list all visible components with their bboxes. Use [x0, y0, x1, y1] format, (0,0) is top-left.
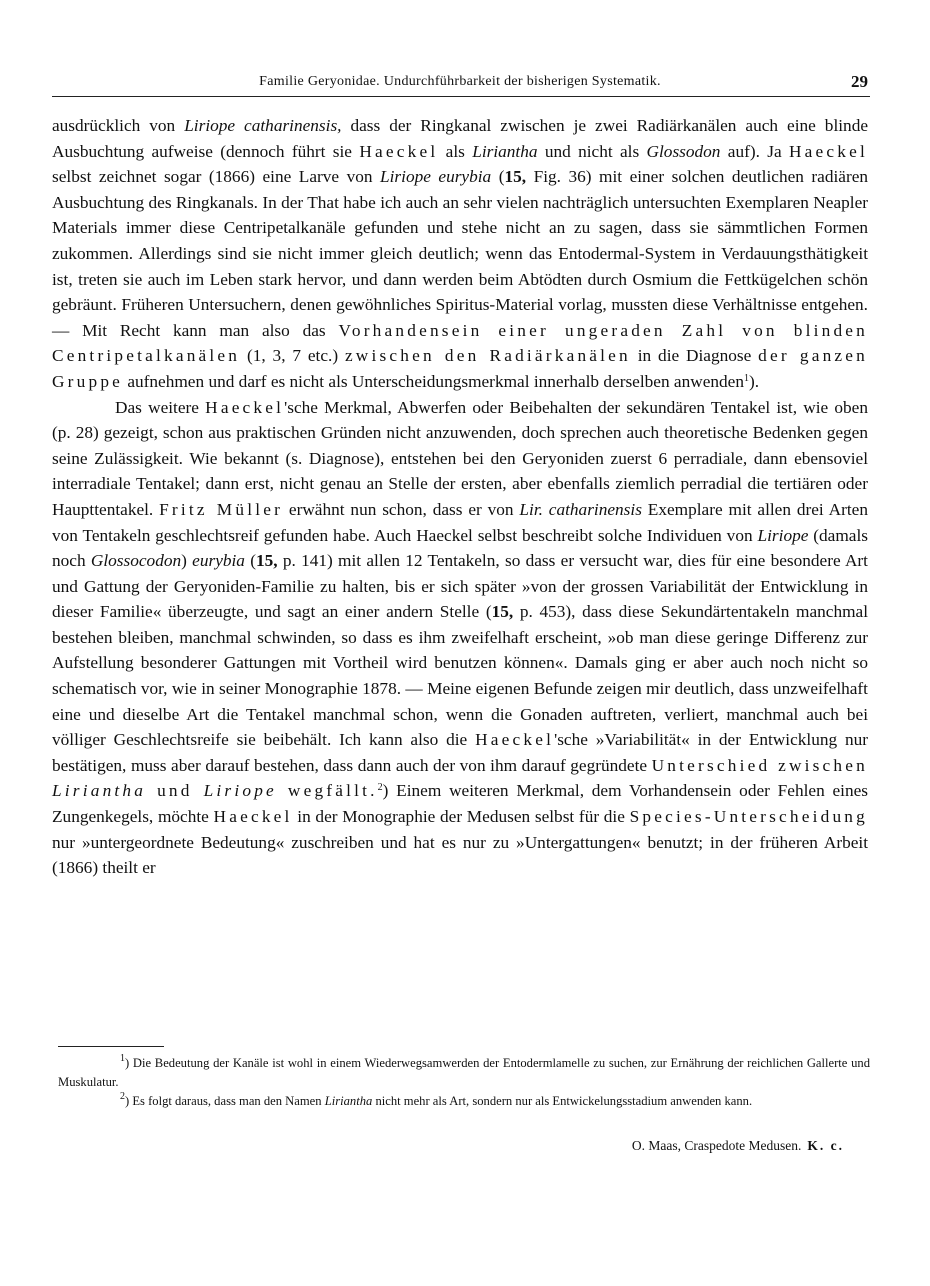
text-run: 'sche Merkmal, Abwerfen oder Beibehalten der sekundären Tentakel ist, wie oben (p. 28) gezeigt, schon aus praktischen Gründen nicht anzuwenden, doch sprechen auch theoretische Bedenken gegen seine Zulässigkeit. Wie bekannt (s. Diagnose), entstehen bei den Geryoniden zuerst 6 perradiale, dann ebensoviel interradiale Tentakel; dann erst, nicht genau an Stelle der ersten, aber ebenfalls ziemlich perradial die tertiären oder Haupttentakel. — [52, 397, 868, 519]
footnote-ref: 2 — [377, 782, 383, 794]
taxon-name: Lir. catharinensis — [519, 499, 642, 519]
footnote-text: nicht mehr als Art, sondern nur als Entwickelungsstadium anwenden kann. — [372, 1094, 753, 1108]
text-run: 'sche »Variabilität« in der Entwicklung nur bestätigen, muss aber darauf bestehen, dass dann auch der von ihm darauf gegründete — [52, 730, 868, 775]
reference-number: 15, — [504, 167, 527, 187]
page-number: 29 — [851, 72, 868, 91]
taxon-name: Liriantha — [472, 141, 538, 161]
paragraph-2 — [52, 395, 868, 881]
reference-number: 15, — [491, 602, 514, 622]
body-text — [52, 113, 868, 881]
text-run: ausdrücklich von — [52, 116, 185, 135]
emphasis-spaced: Unterschied zwischen — [651, 755, 868, 775]
taxon-name: Liriantha — [324, 1094, 373, 1108]
signature-line — [632, 1138, 844, 1154]
taxon-name: eurybia — [192, 551, 245, 571]
text-run: Exemplare mit allen drei Arten von Tentakeln geschlechtsreif gefunden habe. Auch — [52, 499, 868, 545]
emphasis-spaced: zwischen den Radiärkanälen — [344, 346, 631, 366]
text-run: Das weitere — [115, 397, 206, 417]
text-run: aufnehmen und darf es nicht als Unterscheidungsmerkmal innerhalb derselben anwenden — [123, 371, 744, 391]
emphasis-spaced: Vorhandensein einer ungeraden Zahl von blinden Centripetalkanälen — [52, 320, 868, 366]
taxon-name: Glossocodon — [90, 551, 182, 571]
reference-number: 15, — [255, 551, 278, 571]
taxon-name: Glossodon — [646, 141, 721, 161]
text-run: selbst beschreibt solche Individuen von — [472, 525, 758, 545]
text-run: erwähnt nun schon, dass er von — [283, 499, 520, 519]
paragraph-1 — [52, 113, 868, 395]
text-run: Fig. 36) mit einer solchen deutlichen radiären Ausbuchtung des Ringkanals. In der That habe ich auch an sehr vielen nachträglich untersuchten Exemplaren Neapler Materials immer diese Centripetalkanäle gefunden und stehe nicht an zu sagen, dass sie sämmtlichen Formen zukommen. Allerdings sind sie nicht immer gleich deutlich; wenn das Entodermal-System in Verdauungsthätigkeit ist, treten sie auch im Leben stark hervor, und dann werden beim Abtödten durch Osmium die Fettkügelchen schön gebräunt. Früheren Untersuchern, denen gewöhnliches Spiritus-Material vorlag, mussten diese Verhältnisse entgehen. — Mit Recht kann man also das — [52, 167, 869, 340]
text-run: p. 453), dass diese Sekundärtentakeln manchmal bestehen bleiben, manchmal schwinden, so dass es ihm zweifelhaft erscheint, »ob man diese geringe Differenz zur Aufstellung besonderer Gattungen mit Vortheil wird benutzen können«. Damals ging er aber auch noch nicht so schematisch vor, wie in seiner Monographie 1878. — Meine eigenen Befunde zeigen mir deutlich, dass unzweifelhaft eine und dieselbe Art die Tentakel manchmal schon, wenn die Gonaden auftreten, verliert, manchmal auch bei völliger Geschlechtsreife sie beibehält. Ich kann also die — [52, 602, 869, 750]
text-run: (1, 3, 7 etc.) — [240, 346, 345, 366]
footnotes — [58, 1054, 870, 1111]
text-run: ( — [491, 167, 505, 187]
text-run: ) Einem weiteren Merkmal, dem Vorhandensein oder Fehlen eines Zungenkegels, möchte — [52, 781, 869, 827]
text-run: und nicht als — [537, 141, 647, 161]
footnote-rule — [58, 1046, 164, 1047]
text-run: ) — [181, 551, 193, 571]
text-run: in der Monographie der Medusen selbst für die — [292, 807, 630, 827]
text-run: als — [438, 141, 473, 161]
emphasis-spaced: der ganzen Gruppe — [52, 346, 869, 391]
text-run: (damals noch — [52, 525, 868, 571]
text-run: in die Diagnose — [630, 346, 759, 366]
taxon-name: Liriantha — [52, 781, 147, 801]
author-name: Fritz Müller — [159, 499, 284, 519]
running-title: Familie Geryonidae. Undurchführbarkeit der bisherigen Systematik. — [259, 74, 661, 89]
emphasis-spaced: Species-Unterscheidung — [629, 807, 868, 827]
author-name: Haeckel — [788, 141, 868, 161]
emphasis-spaced: wegfällt. — [276, 781, 378, 801]
footnote-mark: 2 — [120, 1091, 125, 1102]
signature-mark: K. c. — [807, 1138, 844, 1153]
running-head — [52, 74, 868, 96]
taxon-name: Liriope — [203, 781, 277, 801]
taxon-name: Liriope — [757, 525, 809, 545]
footnote-text: ) Die Bedeutung der Kanäle ist wohl in einem Wiederwegsamwerden der Entodermlamelle zu suchen, zur Ernährung der reichlichen Gallerte und Muskulatur. — [58, 1056, 870, 1089]
author-name: Haeckel — [416, 525, 473, 545]
text-run: auf). Ja — [720, 141, 789, 161]
text-run: nur »untergeordnete Bedeutung« zuschreiben und hat es nur zu »Untergattungen« benutzt; in der früheren Arbeit (1866) theilt er — [52, 832, 868, 878]
text-run: ). — [748, 371, 760, 391]
footnote-ref: 1 — [743, 372, 749, 384]
signature-text: O. Maas, Craspedote Medusen. — [631, 1138, 802, 1153]
footnote-2 — [58, 1092, 870, 1111]
text-run: dass der Ringkanal zwischen je zwei Radiärkanälen auch eine blinde Ausbuchtung aufweise (dennoch führt sie — [52, 116, 869, 161]
footnote-mark: 1 — [120, 1053, 125, 1064]
header-rule — [52, 96, 870, 97]
emphasis-spaced: und — [146, 781, 204, 801]
footnote-text: ) Es folgt daraus, dass man den Namen — [125, 1094, 325, 1108]
author-name: Haeckel — [213, 807, 293, 827]
text-run: p. 141) mit allen 12 Tentakeln, so dass er versucht war, dies für eine besondere Art und Gattung der Geryoniden-Familie zu halten, bis er sich später »von der grossen Variabilität der Entwicklung in dieser Familie« überzeugte, und sagt an einer andern Stelle ( — [52, 551, 868, 622]
footnote-1 — [58, 1054, 870, 1092]
author-name: Haeckel — [205, 397, 285, 417]
text-run: ( — [244, 551, 256, 571]
text-run: selbst zeichnet sogar (1866) eine Larve von — [52, 167, 380, 187]
taxon-name: Liriope catharinensis, — [184, 116, 342, 135]
author-name: Haeckel — [475, 730, 555, 750]
taxon-name: Liriope eurybia — [380, 167, 492, 187]
author-name: Haeckel — [359, 141, 439, 161]
